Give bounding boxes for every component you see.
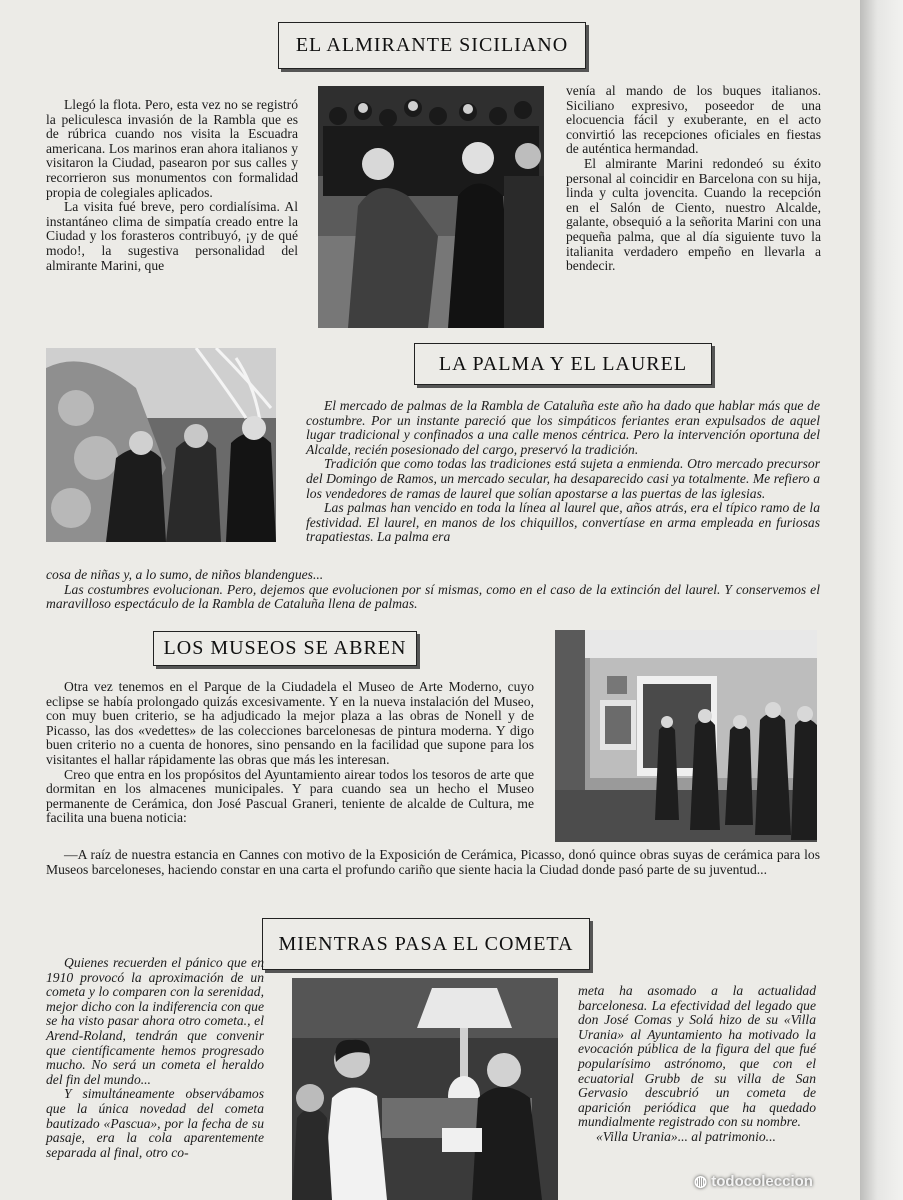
palma-p1: El mercado de palmas de la Rambla de Cataluña este año ha dado que hablar más que de costumbre. Por un instante pareció que los simpáticos feriantes eran expulsados de aquel lugar tradicional y confinados a una calle menos céntrica. Pero la intervención oportuna del Alcalde, recién posesionado del cargo, preservó la tradición. <box>306 398 820 457</box>
section-title-palma: LA PALMA Y EL LAUREL <box>414 343 712 385</box>
almirante-right-column <box>566 84 821 274</box>
palma-lower-text <box>46 568 820 612</box>
page-binding <box>860 0 903 1200</box>
section-title-museos: LOS MUSEOS SE ABREN <box>153 631 417 666</box>
almirante-left-column <box>46 98 298 273</box>
museos-p2: Creo que entra en los propósitos del Ayuntamiento airear todos los tesoros de arte que dormitan en los almacenes municipales. Y para cuando sea un hecho el Museo permanente de Cerámica, don José Pascual Graneri, teniente de alcalde de Cultura, me facilita una buena noticia: <box>46 766 534 826</box>
cometa-right-p1: meta ha asomado a la actualidad barcelonesa. La efectividad del legado que don José Comas y Solá hizo de su «Villa Urania» al Ayuntamiento ha motivado la evocación pública de la figura del que fué popularísimo astrónomo, que con el ecuatorial Grubb de su villa de San Gervasio descubrió un cometa de aparición periódica que ha quedado mundialmente registrado con su nombre. <box>578 983 816 1130</box>
watermark-text: todocoleccion <box>711 1173 813 1190</box>
watermark-logo <box>694 1172 813 1190</box>
palm-market-photo <box>46 348 276 542</box>
palma-upper-text <box>306 399 820 545</box>
watermark-icon: ◍ <box>694 1173 712 1190</box>
palma-p5: Las costumbres evolucionan. Pero, dejemos que evolucionen por sí mismas, como en el caso de la extinción del laurel. Y conservemos el maravilloso espectáculo de la Rambla de Cataluña llena de palmas. <box>46 581 820 612</box>
museos-p3: —A raíz de nuestra estancia en Cannes con motivo de la Exposición de Cerámica, Picasso, donó quince obras suyas de cerámica para los Museos barceloneses, haciendo constar en una carta el profundo cariño que siente hacia la Ciudad donde pasó parte de su juventud... <box>46 847 820 877</box>
museos-p1: Otra vez tenemos en el Parque de la Ciudadela el Museo de Arte Moderno, cuyo eclipse se había prolongado quizás excesivamente. Y en la nueva instalación del Museo, con muy buen criterio, se ha adjudicado la mejor plaza a las obras de Nonell y de Picasso, las dos «vedettes» de las colecciones barcelonesas de pintura moderna. Y digo buen criterio no a cuenta de honores, sino pensando en la facilidad que supone para los visitantes el hallar rápidamente las obras que más les interesan. <box>46 679 534 767</box>
villa-urania-meeting-photo <box>292 978 558 1200</box>
admiral-handshake-photo <box>318 86 544 328</box>
museos-upper-text <box>46 680 534 826</box>
section-title-almirante: EL ALMIRANTE SICILIANO <box>278 22 586 69</box>
cometa-right-p2: «Villa Urania»... al patrimonio... <box>596 1128 776 1144</box>
museum-gallery-photo <box>555 630 817 842</box>
almirante-left-p1: Llegó la flota. Pero, esta vez no se registró la peliculesca invasión de la Rambla que es de rúbrica cuando nos visita la Escuadra americana. Los marinos eran ahora italianos y visitaron la Ciudad, pasearon por sus calles y recorrieron sus monumentos con formalidad propia de colegiales aplicados. <box>46 97 298 200</box>
cometa-left-p2: Y simultáneamente observábamos que la única novedad del cometa bautizado «Pascua», por la fecha de su pasaje, era la cola aparentemente separada al final, otro co- <box>46 1086 264 1160</box>
cometa-right-column <box>578 984 816 1145</box>
section-title-cometa: MIENTRAS PASA EL COMETA <box>262 918 590 970</box>
museos-lower-text <box>46 848 820 877</box>
palma-p3: Las palmas han vencido en toda la línea al laurel que, años atrás, era el típico ramo de la festividad. El laurel, en manos de los chiquillos, convertíase en arma empleada en furiosas trapatiestas. La palma era <box>306 500 820 545</box>
almirante-right-p2: El almirante Marini redondeó su éxito personal al coincidir en Barcelona con su hija, linda y culta jovencita. Cuando la recepción en el Salón de Ciento, nuestro Alcalde, galante, obsequió a la señorita Marini con una pequeña palma, que al día siguiente tuvo la italianita verdadero empeño en llevarla a bendecir. <box>566 155 821 274</box>
palma-p4: cosa de niñas y, a lo sumo, de niños blandengues... <box>46 567 324 582</box>
almirante-right-p1: venía al mando de los buques italianos. Siciliano expresivo, poseedor de una elocuencia fácil y exuberante, en el acto convirtió las recepciones oficiales en fiestas de auténtica hermandad. <box>566 83 821 157</box>
palma-p2: Tradición que como todas las tradiciones está sujeta a enmienda. Otro mercado precursor del Domingo de Ramos, un mercado secular, ha desaparecido casi ya totalmente. Me refiero a los vendedores de ramas de laurel que solían apostarse a las puertas de las iglesias. <box>306 456 820 501</box>
cometa-left-column <box>46 956 264 1160</box>
cometa-left-p1: Quienes recuerden el pánico que en 1910 provocó la aproximación de un cometa y lo comparen con la serenidad, mejor dicho con la indiferencia con que se ha visto pasar ahora otro cometa., el Arend-Roland, tendrán que convenir que científicamente hemos progresado mucho. No será un cometa el heraldo del fin del mundo... <box>46 955 264 1087</box>
almirante-left-p2: La visita fué breve, pero cordialísima. Al instantáneo clima de simpatía creado entre la Ciudad y los forasteros contribuyó, ¡y de qué modo!, la sugestiva personalidad del almirante Marini, que <box>46 199 298 273</box>
